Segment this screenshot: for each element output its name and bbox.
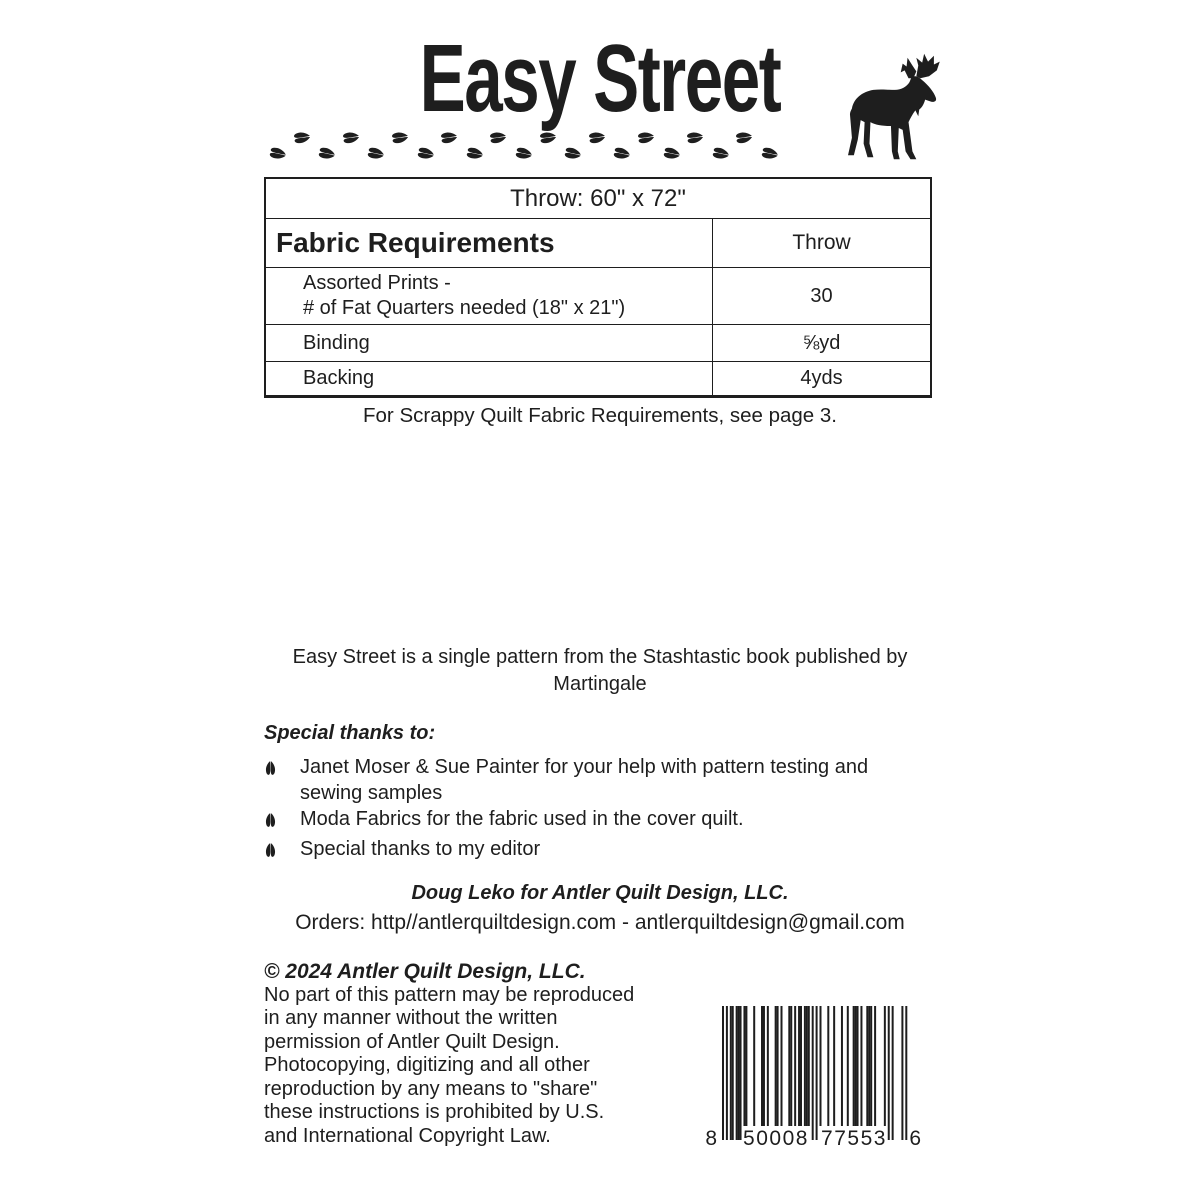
copyright-line: and International Copyright Law.	[264, 1124, 551, 1147]
barcode-digit-group: 50008	[743, 1127, 809, 1150]
moose-track-icon	[683, 128, 709, 151]
moose-track-icon	[559, 144, 586, 168]
copyright-line: reproduction by any means to "share"	[264, 1077, 598, 1100]
moose-track-icon	[313, 144, 340, 168]
row-value: 30	[810, 284, 833, 307]
list-item	[264, 836, 944, 866]
copyright-line: in any manner without the written	[264, 1007, 558, 1029]
table-size-header-row	[266, 179, 930, 218]
list-item-text: Janet Moser & Sue Painter for your help with pattern testing and sewing samples	[300, 756, 869, 804]
table-row	[266, 324, 930, 361]
scrappy-quilt-footnote: For Scrappy Quilt Fabric Requirements, see page 3.	[363, 404, 837, 427]
copyright-line: © 2024 Antler Quilt Design, LLC.	[264, 960, 586, 983]
moose-track-icon	[536, 128, 562, 151]
barcode-bars	[722, 1006, 908, 1140]
barcode-digit: 6	[909, 1127, 923, 1150]
fabric-requirements-table	[264, 177, 932, 398]
table-row	[266, 267, 930, 324]
moose-track-icon	[290, 128, 316, 151]
moose-track-icon	[362, 144, 389, 168]
hoof-print-bullet-icon	[264, 836, 300, 866]
list-item	[264, 754, 944, 806]
moose-track-icon	[437, 128, 463, 151]
table-header-row	[266, 218, 930, 267]
orders-contact-line: Orders: http//antlerquiltdesign.com - antlerquiltdesign@gmail.com	[295, 911, 905, 934]
moose-track-icon	[707, 144, 734, 168]
barcode-digit-group: 77553	[821, 1127, 887, 1150]
table-row	[266, 361, 930, 395]
moose-track-icon	[756, 144, 783, 168]
moose-track-icon	[510, 144, 537, 168]
moose-track-icon	[732, 128, 758, 151]
list-item	[264, 806, 944, 836]
moose-track-icon	[264, 144, 291, 168]
hoof-print-bullet-icon	[264, 806, 300, 836]
column-header-fabric-requirements: Fabric Requirements	[266, 219, 713, 267]
list-item-text: Special thanks to my editor	[300, 838, 541, 860]
row-label-line: # of Fat Quarters needed (18" x 21")	[303, 297, 626, 319]
moose-track-icon	[339, 128, 365, 151]
row-value: 4yds	[800, 367, 843, 389]
moose-tracks-row	[266, 130, 790, 164]
row-label-line: Assorted Prints -	[303, 272, 451, 294]
row-label-line: Backing	[303, 367, 375, 389]
copyright-block	[264, 960, 664, 1148]
copyright-line: No part of this pattern may be reproduced	[264, 983, 635, 1006]
moose-track-icon	[658, 144, 685, 168]
designer-credit: Doug Leko for Antler Quilt Design, LLC.	[411, 882, 789, 904]
hoof-print-bullet-icon	[264, 754, 300, 806]
moose-track-icon	[486, 128, 512, 151]
upc-barcode	[700, 1006, 935, 1156]
moose-track-icon	[634, 128, 660, 151]
column-header-throw: Throw	[792, 231, 851, 254]
copyright-line: Photocopying, digitizing and all other	[264, 1054, 590, 1076]
moose-track-icon	[388, 128, 414, 151]
size-header-label: Throw: 60" x 72"	[510, 184, 686, 212]
row-value: ⅝yd	[802, 331, 841, 354]
copyright-line: these instructions is prohibited by U.S.	[264, 1101, 605, 1123]
moose-track-icon	[608, 144, 635, 168]
moose-silhouette-icon	[830, 46, 948, 173]
special-thanks-heading: Special thanks to:	[264, 722, 436, 744]
moose-track-icon	[585, 128, 611, 151]
pattern-source-line: Easy Street is a single pattern from the Stashtastic book published by	[292, 646, 908, 668]
row-label-line: Binding	[303, 331, 370, 354]
moose-track-icon	[461, 144, 488, 168]
special-thanks-section	[264, 722, 944, 866]
page-title: Easy Street	[419, 25, 781, 132]
pattern-source-note	[0, 644, 1200, 698]
list-item-text: Moda Fabrics for the fabric used in the cover quilt.	[300, 808, 744, 830]
pattern-source-line: Martingale	[553, 673, 647, 695]
moose-track-icon	[412, 144, 439, 168]
copyright-line: permission of Antler Quilt Design.	[264, 1030, 560, 1053]
barcode-digit: 8	[705, 1127, 719, 1150]
